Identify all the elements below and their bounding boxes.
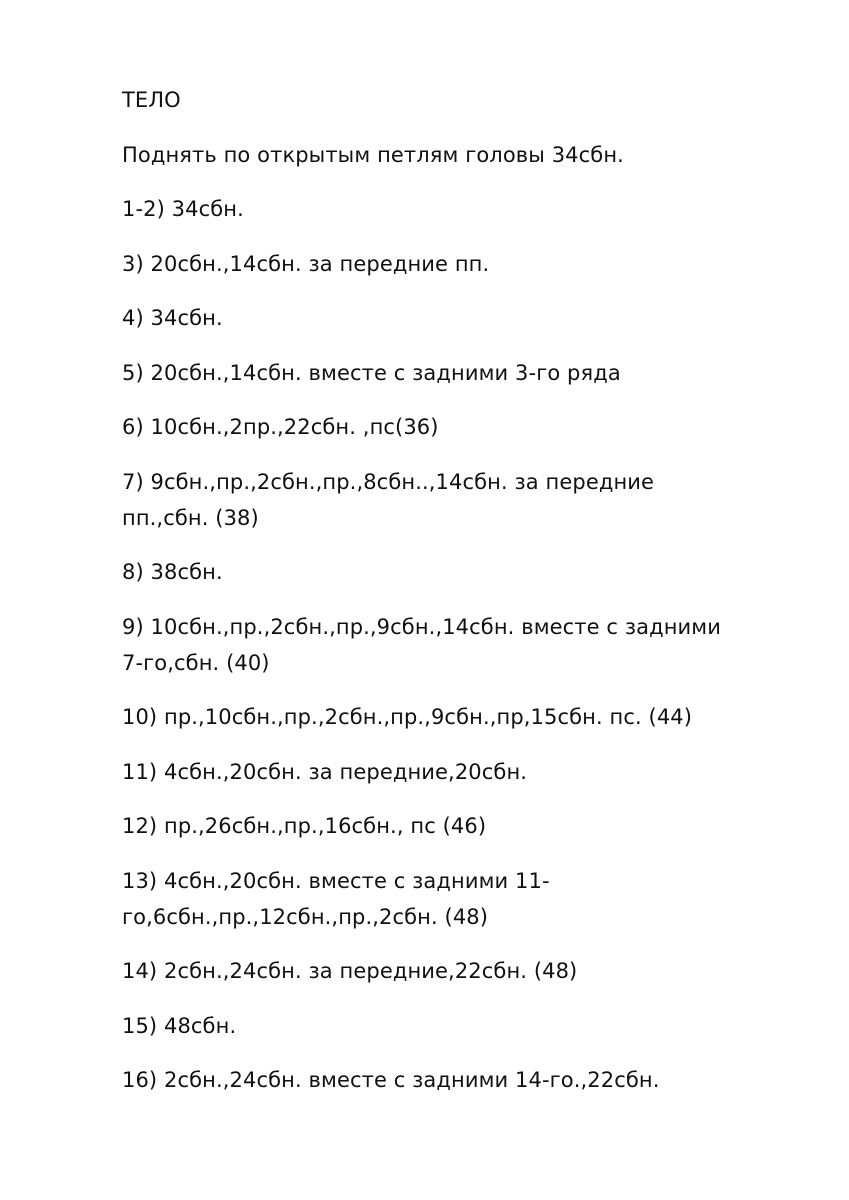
pattern-row	[122, 863, 822, 935]
pattern-row	[122, 409, 822, 445]
pattern-row-line: 16) 2сбн.,24сбн. вместе с задними 14-го.,22сбн.	[122, 1068, 660, 1092]
pattern-row-line: 15) 48сбн.	[122, 1013, 237, 1038]
pattern-row	[122, 808, 822, 844]
pattern-row-line: 13) 4сбн.,20сбн. вместе с задними 11-	[122, 868, 550, 893]
pattern-row	[122, 953, 822, 989]
pattern-row	[122, 609, 822, 681]
pattern-row	[122, 246, 822, 282]
pattern-row-line: пп.,сбн. (38)	[122, 505, 259, 530]
pattern-row-line: го,6сбн.,пр.,12сбн.,пр.,2сбн. (48)	[122, 904, 489, 929]
paragraph-line: Поднять по открытым петлям головы 34сбн.	[122, 142, 624, 167]
pattern-row	[122, 355, 822, 391]
pattern-row-line: 6) 10сбн.,2пр.,22сбн. ,пс(36)	[122, 415, 439, 439]
pattern-row	[122, 754, 822, 790]
pattern-row	[122, 300, 822, 336]
section-heading	[122, 82, 822, 118]
pattern-row-line: 1-2) 34сбн.	[122, 197, 244, 221]
pattern-row-line: 3) 20сбн.,14сбн. за передние пп.	[122, 251, 490, 276]
pattern-row	[122, 464, 822, 536]
pattern-row-line: 5) 20сбн.,14сбн. вместе с задними 3-го ряда	[122, 360, 621, 385]
pattern-row-line: 10) пр.,10сбн.,пр.,2сбн.,пр.,9сбн.,пр,15сбн. пс. (44)	[122, 705, 693, 729]
pattern-row	[122, 699, 822, 735]
pattern-row-line: 12) пр.,26сбн.,пр.,16сбн., пс (46)	[122, 814, 487, 838]
heading-text: ТЕЛО	[122, 88, 181, 112]
pattern-row-line: 7) 9сбн.,пр.,2сбн.,пр.,8сбн..,14сбн. за передние	[122, 469, 655, 494]
paragraph	[122, 137, 822, 173]
document-body	[122, 82, 822, 1117]
pattern-row	[122, 1008, 822, 1044]
pattern-row	[122, 191, 822, 227]
pattern-row-line: 8) 38сбн.	[122, 560, 223, 584]
pattern-row-line: 14) 2сбн.,24сбн. за передние,22сбн. (48)	[122, 959, 578, 983]
pattern-row	[122, 1062, 822, 1098]
pattern-row-line: 11) 4сбн.,20сбн. за передние,20сбн.	[122, 759, 528, 784]
pattern-row-line: 7-го,сбн. (40)	[122, 650, 270, 675]
pattern-row	[122, 554, 822, 590]
pattern-row-line: 9) 10сбн.,пр.,2сбн.,пр.,9сбн.,14сбн. вместе с задними	[122, 614, 721, 639]
pattern-row-line: 4) 34сбн.	[122, 306, 223, 330]
